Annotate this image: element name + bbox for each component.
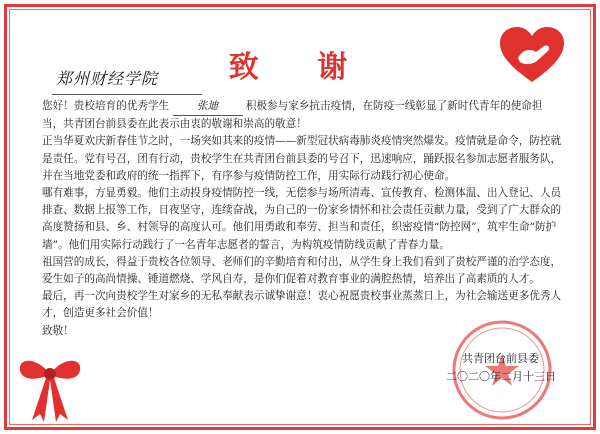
letter-body — [42, 98, 562, 340]
paragraph-2: 哪有难事，方显勇毅。他们主动投身疫情防控一线，无偿参与场所清毒、宣传教育、检测体温、出入登记、人员排查、数据上报等工作，日夜坚守，连续奋战，为自己的一份家乡情怀和社会责任贡献力量，受到了广大群众的高度赞扬和县、乡、村领导的高度认可。他们用勇敢和奉劳、担当和责任，织密疫情“防控网”，筑牢生命“防护墙”。他们用实际行动践行了一名青年志愿者的誓言，为构筑疫情防线贡献了青春力量。 — [42, 187, 562, 251]
red-ribbon-bow-icon — [12, 340, 88, 424]
paragraph-3: 祖国营的成长，得益于贵校各位领导、老师们的辛勤培育和付出，从学生身上我们看到了贵校严谨的治学态度，爱生如子的高尚情操、锤道燃烧、学风自寿，是你们促着对教育事业的满腔热情，培养出了高素质的人才。 — [42, 255, 562, 286]
paragraph-4: 最后，再一次向贵校学生对家乡的无私奉献表示诚挚谢意！衷心祝愿贵校事业蒸蒸日上，为社会输送更多优秀人才，创造更多社会价值！ — [42, 290, 562, 320]
heart-hand-logo-icon — [496, 24, 568, 86]
greeting-line — [42, 98, 562, 133]
paragraph-1: 正当华夏欢庆新春佳节之时，一场突如其来的疫情——新型冠状病毒肺炎疫情突然爆发。疫情就是命令，防控就是责任。党有号召，团有行动，贵校学生在共青团台前县委的号召下，迅速响应，踊跃报名参加志愿者服务队，并在当地党委和政府的统一指挥下，有序参与疫情防控工作，用实际行动践行初心使命。 — [42, 135, 562, 182]
greeting-prefix: 您好！贵校培育的优秀学生 — [42, 100, 170, 112]
school-name: 郑州财经学院 — [56, 69, 159, 88]
signature-date: 二〇二〇年二月十三日 — [446, 370, 556, 383]
greeting-suffix: 积极参与家乡抗击疫情，在防疫一线彰显了新时代青年的使命担当，共青团台前县委在此表示由衷的敬谢和崇高的敬意！ — [42, 100, 543, 131]
certificate-title: 致 谢 — [228, 50, 372, 85]
student-name: 张迪 — [173, 98, 243, 116]
signature-org: 共青团台前县委 — [462, 352, 539, 365]
closing-line: 致敬！ — [42, 324, 74, 337]
